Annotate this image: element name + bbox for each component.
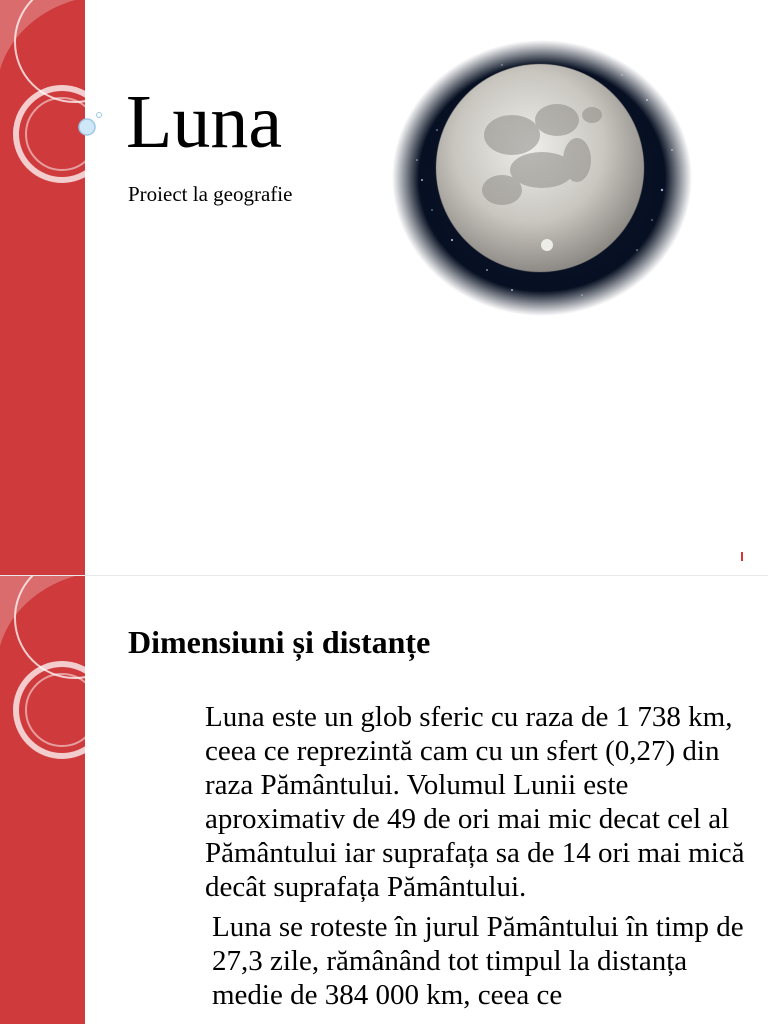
paragraph-dimensions: Luna este un glob sferic cu raza de 1 738 km, ceea ce reprezintă cam cu un sfert (0,27) din raza Pământului. Volumul Lunii este aproximativ de 49 de ori mai mic decat cel al Pământului iar suprafața sa de 14 ori mai mică decât suprafața Pământului. bbox=[205, 701, 745, 903]
moon-image bbox=[392, 40, 692, 316]
slide-title: Luna bbox=[126, 80, 283, 164]
slide-subtitle: Proiect la geografie bbox=[128, 182, 293, 206]
slide-marker bbox=[741, 552, 743, 561]
paragraph-orbit: Luna se roteste în jurul Pământului în timp de 27,3 zile, rămânând tot timpul la distanța medie de 384 000 km, ceea ce bbox=[212, 911, 744, 1011]
bubble-icon bbox=[79, 119, 95, 135]
body-text bbox=[135, 700, 750, 1012]
section-heading: Dimensiuni și distanțe bbox=[128, 624, 431, 660]
ring-decoration bbox=[0, 576, 120, 776]
ring-decoration bbox=[0, 0, 120, 200]
